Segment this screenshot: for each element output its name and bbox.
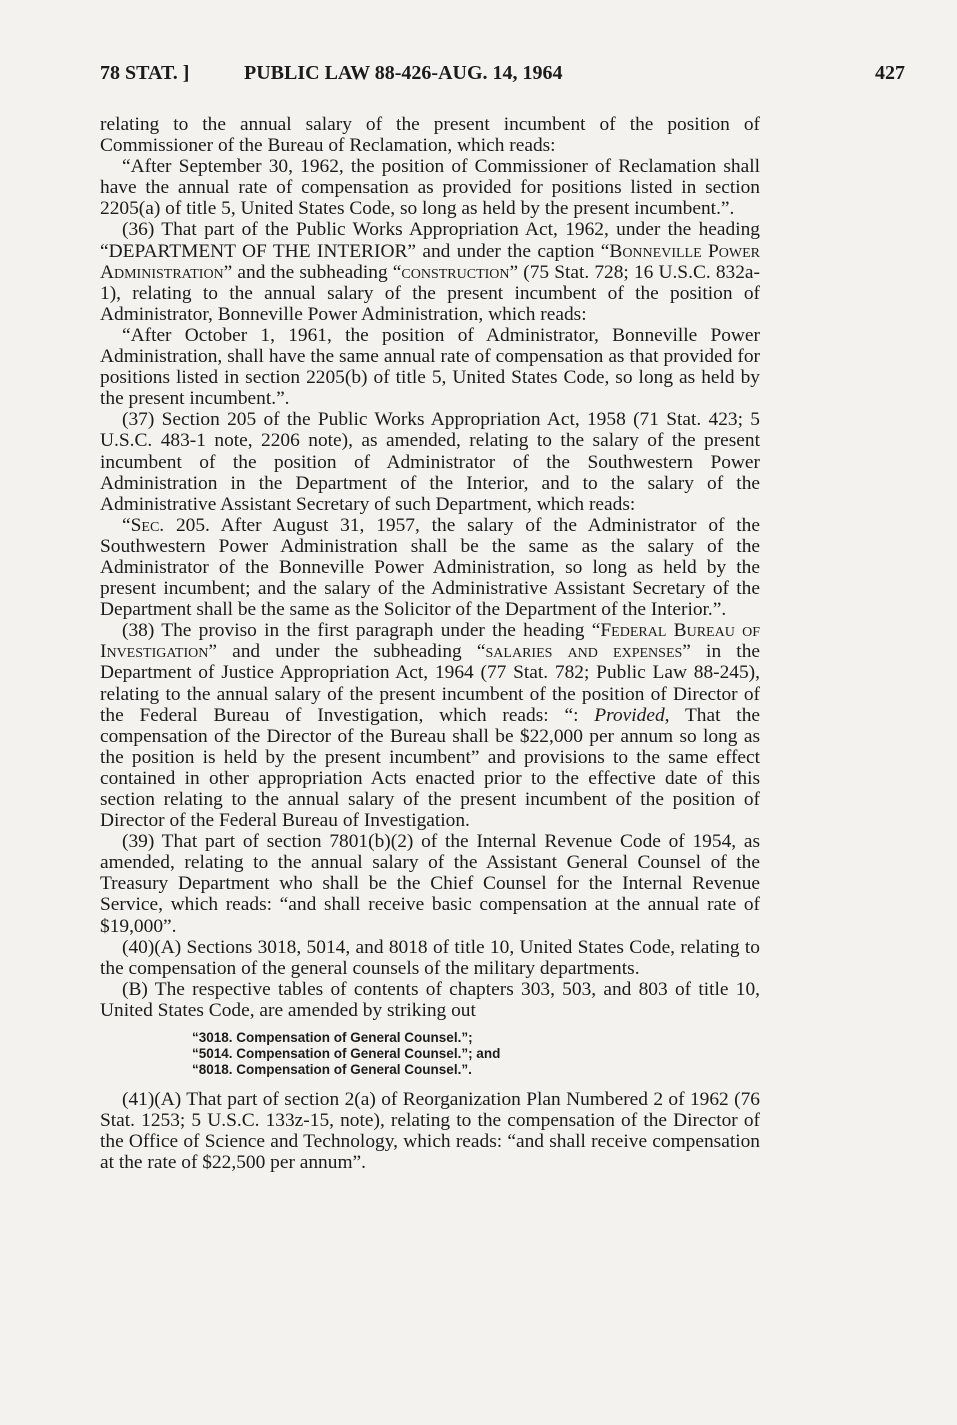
quote-commissioner: “After September 30, 1962, the position of Commissioner of Reclamation shall have the annual rate of compensation as provided for positions listed in section 2205(a) of title 5, United States Code, so long as held by the present incumbent.”. [100, 156, 760, 220]
paragraph-37: (37) Section 205 of the Public Works Appropriation Act, 1958 (71 Stat. 423; 5 U.S.C. 483-1 note, 2206 note), as amended, relating to the salary of the present incumbent of the position of Administrator of the Southwestern Power Administration in the Department of the Interior, and to the salary of the Administrative Assistant Secretary of such Department, which reads: [100, 409, 760, 515]
statute-volume: 78 STAT. ] [100, 62, 190, 84]
p36-text-e: ” (75 Stat. 728; 16 U.S.C. 832a-1), relating to the annual salary of the present incumbent of the position of Administrator, Bonneville Power Administration, which reads: [100, 261, 760, 325]
paragraph-40a: (40)(A) Sections 3018, 5014, and 8018 of title 10, United States Code, relating to the compensation of the general counsels of the military departments. [100, 936, 760, 979]
quote-administrator: “After October 1, 1961, the position of Administrator, Bonneville Power Administration, shall have the same annual rate of compensation as that provided for positions listed in section 2205(b) of title 5, United States Code, so long as held by the present incumbent.”. [100, 324, 760, 410]
strike-list [192, 1030, 760, 1078]
p38-text-e: ” in the Department of Justice Appropriation Act, 1964 (77 Stat. 782; Public Law 88-245), relating to the annual salary of the present incumbent of the position of Director of the Federal Bureau of Investigation, which reads: “: [100, 641, 760, 726]
strike-item: “3018. Compensation of General Counsel.”; [192, 1030, 473, 1046]
p38-text-g: , That the compensation of the Director of the Bureau shall be $22,000 per annum so long as the position is held by the present incumbent” and provisions to the same effect contained in other appropriation Acts enacted prior to the effective date of this section relating to the annual salary of the present incumbent of the position of Director of the Federal Bureau of Investigation. [100, 704, 760, 832]
paragraph-39: (39) That part of section 7801(b)(2) of the Internal Revenue Code of 1954, as amended, relating to the annual salary of the Assistant General Counsel of the Treasury Department who shall be the Chief Counsel for the Internal Revenue Service, which reads: “and shall receive basic compensation at the annual rate of $19,000”. [100, 831, 760, 937]
strike-item: “8018. Compensation of General Counsel.”. [192, 1062, 472, 1078]
p37b-text-a: “ [122, 514, 131, 536]
paragraph-41a: (41)(A) That part of section 2(a) of Reorganization Plan Numbered 2 of 1962 (76 Stat. 1253; 5 U.S.C. 133z-15, note), relating to the compensation of the Director of the Office of Science and Technology, which reads: “and shall receive compensation at the rate of $22,500 per annum”. [100, 1089, 760, 1174]
p38-provided: Provided [594, 704, 665, 726]
p38-text-c: ” and under the subheading “ [208, 641, 486, 663]
paragraph-38 [100, 620, 760, 831]
running-title: PUBLIC LAW 88-426-AUG. 14, 1964 [244, 62, 563, 84]
p37b-sec: Sec [130, 514, 160, 536]
p36-text-c: ” and the subheading “ [223, 261, 402, 283]
paragraph-36 [100, 219, 760, 324]
p38-text-a: (38) The proviso in the first paragraph under the heading “ [122, 620, 601, 642]
p37b-text-c: . 205. After August 31, 1957, the salary of the Administrator of the Southwestern Power Administration shall be the same as the salary of the Administrator of the Bonneville Power Administration, so long as held by the present incumbent; and the salary of the Administrative Assistant Secretary of the Department shall be the same as the Solicitor of the Department of the Interior.”. [100, 514, 760, 621]
p36-text-a: (36) That part of the Public Works Appropriation Act, 1962, under the heading “DEPARTMENT OF THE INTERIOR” and under the caption “ [100, 219, 760, 262]
page-number: 427 [875, 62, 905, 84]
quote-sec-205 [100, 515, 760, 620]
p36-caption: Bonneville Power Administration [100, 240, 761, 283]
p38-subheading: salaries and expenses [485, 641, 683, 663]
p38-heading: Federal Bureau of Investigation [100, 620, 760, 663]
page-header [100, 62, 905, 94]
p36-subheading: construction [401, 261, 510, 283]
paragraph-40b: (B) The respective tables of contents of chapters 303, 503, and 803 of title 10, United States Code, are amended by striking out [100, 978, 760, 1021]
strike-item: “5014. Compensation of General Counsel.”; and [192, 1046, 501, 1062]
paragraph-continuation: relating to the annual salary of the present incumbent of the position of Commissioner of the Bureau of Reclamation, which reads: [100, 114, 760, 157]
document-body [100, 114, 760, 1173]
